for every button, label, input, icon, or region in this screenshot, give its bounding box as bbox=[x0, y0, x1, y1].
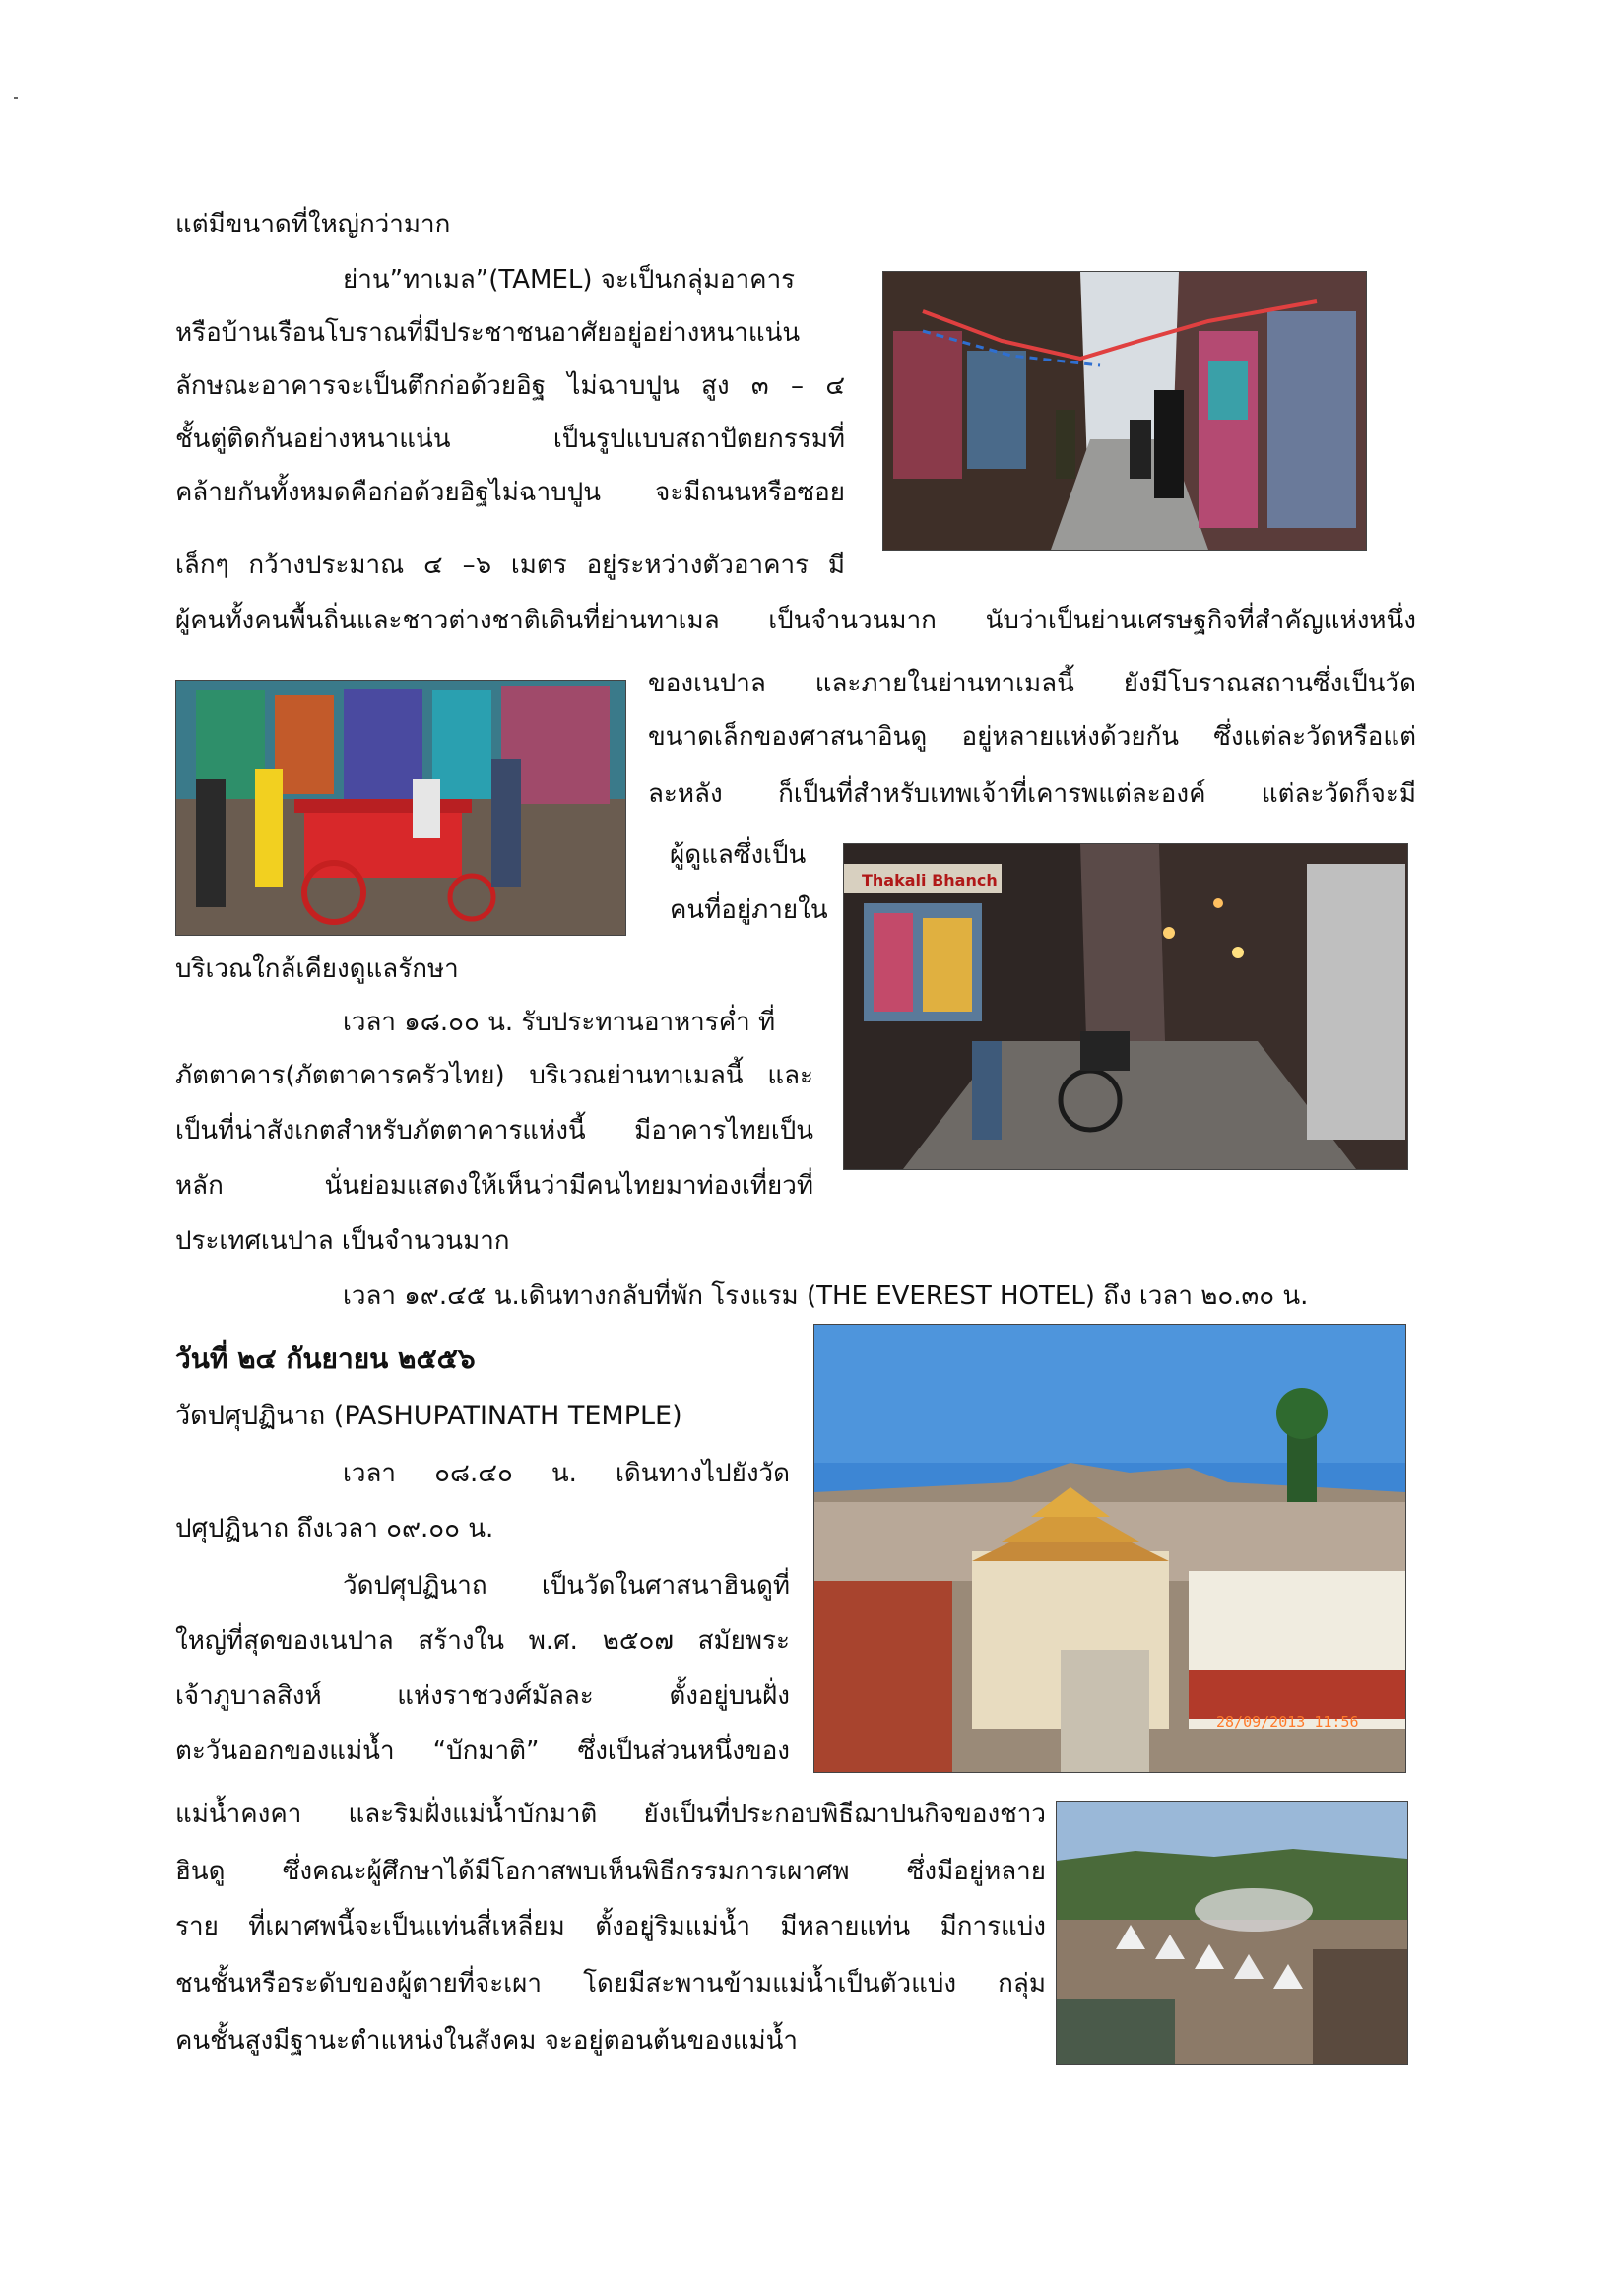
text-line: บริเวณใกล้เคียงดูแลรักษา bbox=[175, 954, 459, 984]
section-heading-date: วันที่ ๒๔ กันยายน ๒๕๕๖ bbox=[175, 1343, 476, 1375]
photo-pashupatinath-temple bbox=[813, 1324, 1406, 1773]
text-line: ลักษณะอาคารจะเป็นตึกก่อด้วยอิฐ ไม่ฉาบปูน สูง ๓ – ๔ bbox=[175, 371, 845, 401]
photo-night-street bbox=[843, 843, 1408, 1170]
street-sign-text: Thakali Bhanch bbox=[862, 871, 998, 889]
scan-speck bbox=[14, 97, 18, 99]
text-line: เวลา ๑๘.๐๐ น. รับประทานอาหารค่ำ ที่ bbox=[343, 1008, 776, 1037]
text-line: ของเนปาล และภายในย่านทาเมลนี้ ยังมีโบราณสถานซึ่งเป็นวัด bbox=[648, 669, 1416, 698]
text-line: ราย ที่เผาศพนี้จะเป็นแท่นสี่เหลี่ยม ตั้งอยู่ริมแม่น้ำ มีหลายแท่น มีการแบ่ง bbox=[175, 1912, 1046, 1941]
text-line: วัดปศุปฏินาถ เป็นวัดในศาสนาฮินดูที่ bbox=[343, 1571, 790, 1601]
text-line: ใหญ่ที่สุดของเนปาล สร้างใน พ.ศ. ๒๕๐๗ สมัยพระ bbox=[175, 1626, 790, 1656]
text-line: ชั้นตู่ติดกันอย่างหนาแน่น เป็นรูปแบบสถาปัตยกรรมที่ bbox=[175, 425, 845, 454]
text-line: ละหลัง ก็เป็นที่สำหรับเทพเจ้าที่เคารพแต่ละองค์ แต่ละวัดก็จะมี bbox=[648, 779, 1416, 809]
text-line: คนที่อยู่ภายใน bbox=[670, 895, 828, 925]
text-line: ปศุปฏินาถ ถึงเวลา ๐๙.๐๐ น. bbox=[175, 1514, 494, 1543]
text-line: หรือบ้านเรือนโบราณที่มีประชาชนอาศัยอยู่อย่างหนาแน่น bbox=[175, 318, 801, 348]
photo-thamel-street bbox=[882, 271, 1367, 551]
text-line: ภัตตาคาร(ภัตตาคารครัวไทย) บริเวณย่านทาเมลนี้ และ bbox=[175, 1061, 813, 1090]
section-heading-temple: วัดปศุปฏินาถ (PASHUPATINATH TEMPLE) bbox=[175, 1401, 682, 1431]
text-line: ผู้คนทั้งคนพื้นถิ่นและชาวต่างชาติเดินที่ย่านทาเมล เป็นจำนวนมาก นับว่าเป็นย่านเศรษฐกิจที่สำคัญแห่งหนึ่ง bbox=[175, 606, 1416, 635]
text-line: ขนาดเล็กของศาสนาอินดู อยู่หลายแห่งด้วยกัน ซึ่งแต่ละวัดหรือแต่ bbox=[648, 722, 1416, 752]
text-line: แม่น้ำคงคา และริมฝั่งแม่น้ำบักมาติ ยังเป็นที่ประกอบพิธีฌาปนกิจของชาว bbox=[175, 1800, 1046, 1829]
text-line: เป็นที่น่าสังเกตสำหรับภัตตาคารแห่งนี้ มีอาคารไทยเป็น bbox=[175, 1116, 813, 1146]
text-line: แต่มีขนาดที่ใหญ่กว่ามาก bbox=[175, 210, 451, 239]
photo-cremation-ghats bbox=[1056, 1801, 1408, 2065]
text-line: ย่าน”ทาเมล”(TAMEL) จะเป็นกลุ่มอาคาร bbox=[343, 265, 796, 295]
text-line: ชนชั้นหรือระดับของผู้ตายที่จะเผา โดยมีสะพานข้ามแม่น้ำเป็นตัวแบ่ง กลุ่ม bbox=[175, 1969, 1046, 1999]
photo-timestamp: 28/09/2013 11:56 bbox=[1216, 1713, 1359, 1731]
text-line: ผู้ดูแลซึ่งเป็น bbox=[670, 840, 807, 870]
text-line: เวลา ๑๙.๔๕ น.เดินทางกลับที่พัก โรงแรม (THE EVEREST HOTEL) ถึง เวลา ๒๐.๓๐ น. bbox=[343, 1281, 1309, 1311]
text-line: ฮินดู ซึ่งคณะผู้ศึกษาได้มีโอกาสพบเห็นพิธีกรรมการเผาศพ ซึ่งมีอยู่หลาย bbox=[175, 1857, 1046, 1886]
text-line: คล้ายกันทั้งหมดคือก่อด้วยอิฐไม่ฉาบปูน จะมีถนนหรือซอย bbox=[175, 478, 845, 507]
text-line: เล็กๆ กว้างประมาณ ๔ –๖ เมตร อยู่ระหว่างตัวอาคาร มี bbox=[175, 551, 845, 580]
text-line: เวลา ๐๘.๔๐ น. เดินทางไปยังวัด bbox=[343, 1459, 790, 1488]
text-line: ตะวันออกของแม่น้ำ “บักมาติ” ซึ่งเป็นส่วนหนึ่งของ bbox=[175, 1737, 790, 1766]
text-line: หลัก นั่นย่อมแสดงให้เห็นว่ามีคนไทยมาท่องเที่ยวที่ bbox=[175, 1171, 813, 1201]
text-line: เจ้าภูบาลสิงห์ แห่งราชวงศ์มัลละ ตั้งอยู่บนฝั่ง bbox=[175, 1681, 790, 1711]
text-line: ประเทศเนปาล เป็นจำนวนมาก bbox=[175, 1226, 510, 1256]
text-line: คนชั้นสูงมีฐานะตำแหน่งในสังคม จะอยู่ตอนต้นของแม่น้ำ bbox=[175, 2026, 798, 2056]
photo-red-cart-market bbox=[175, 680, 626, 936]
